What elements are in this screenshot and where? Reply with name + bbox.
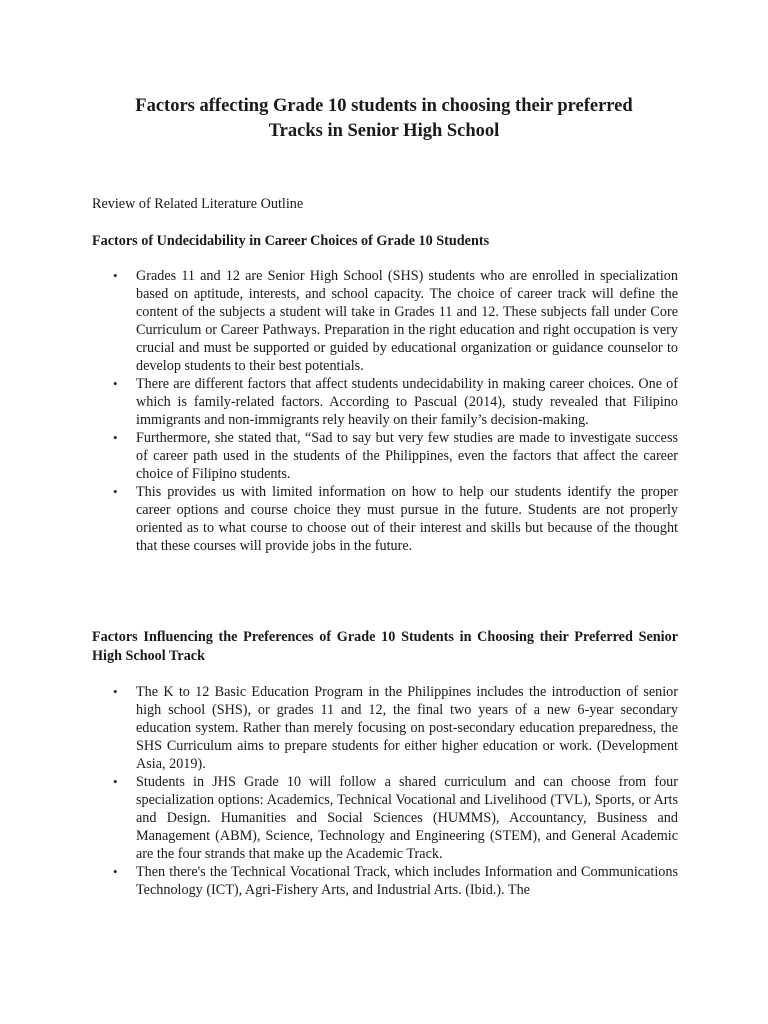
bullet-list-preferences (92, 683, 678, 899)
title-line-1: Factors affecting Grade 10 students in choosing their preferred (135, 96, 633, 116)
list-item (92, 429, 678, 483)
list-item (92, 483, 678, 555)
bullet-icon: • (113, 376, 118, 391)
list-item (92, 267, 678, 375)
list-item-text: Then there's the Technical Vocational Track, which includes Information and Communications Technology (ICT), Agri-Fishery Arts, and Industrial Arts. (Ibid.). The (136, 864, 678, 898)
list-item-text: This provides us with limited information on how to help our students identify the proper career options and course choice they must pursue in the future. Students are not properly oriented as to what course to choose out of their interest and skills but because of the thought that these courses will provide jobs in the future. (136, 484, 678, 554)
list-item-text: Grades 11 and 12 are Senior High School (SHS) students who are enrolled in specialization based on aptitude, interests, and school capacity. The choice of career track will define the content of the subjects a student will take in Grades 11 and 12. These subjects fall under Core Curriculum or Career Pathways. Preparation in the right education and right occupation is very crucial and must be supported or guided by educational organization or guidance counselor to develop students to their best potentials. (136, 268, 678, 374)
bullet-icon: • (113, 864, 118, 879)
document-title (60, 94, 708, 144)
list-item-text: Students in JHS Grade 10 will follow a shared curriculum and can choose from four specialization options: Academics, Technical Vocational and Livelihood (TVL), Sports, or Arts and Design. Humanities and Social Sciences (HUMMS), Accountancy, Business and Management (ABM), Science, Technology and Engineering (STEM), and General Academic are the four strands that make up the Academic Track. (136, 774, 678, 862)
bullet-icon: • (113, 268, 118, 283)
bullet-icon: • (113, 774, 118, 789)
bullet-icon: • (113, 484, 118, 499)
list-item (92, 863, 678, 899)
bullet-icon: • (113, 430, 118, 445)
bullet-icon: • (113, 684, 118, 699)
outline-label: Review of Related Literature Outline (92, 196, 304, 212)
list-item (92, 683, 678, 773)
list-item (92, 375, 678, 429)
list-item-text: Furthermore, she stated that, “Sad to say but very few studies are made to investigate success of career path used in the students of the Philippines, even the factors that affect the career choice of Filipino students. (136, 430, 678, 482)
list-item-text: There are different factors that affect students undecidability in making career choices. One of which is family-related factors. According to Pascual (2014), study revealed that Filipino immigrants and non-immigrants rely heavily on their family’s decision-making. (136, 376, 678, 428)
section-heading-undecidability: Factors of Undecidability in Career Choices of Grade 10 Students (92, 233, 490, 249)
section-heading-preferences: Factors Influencing the Preferences of Grade 10 Students in Choosing their Preferred Senior High School Track (92, 629, 678, 664)
title-line-2: Tracks in Senior High School (268, 121, 500, 141)
list-item-text: The K to 12 Basic Education Program in the Philippines includes the introduction of senior high school (SHS), or grades 11 and 12, the final two years of a new 6-year secondary education system. Rather than merely focusing on post-secondary education preparedness, the SHS Curriculum aims to prepare students for either higher education or work. (Development Asia, 2019). (136, 684, 678, 772)
list-item (92, 773, 678, 863)
bullet-list-undecidability (92, 267, 678, 555)
